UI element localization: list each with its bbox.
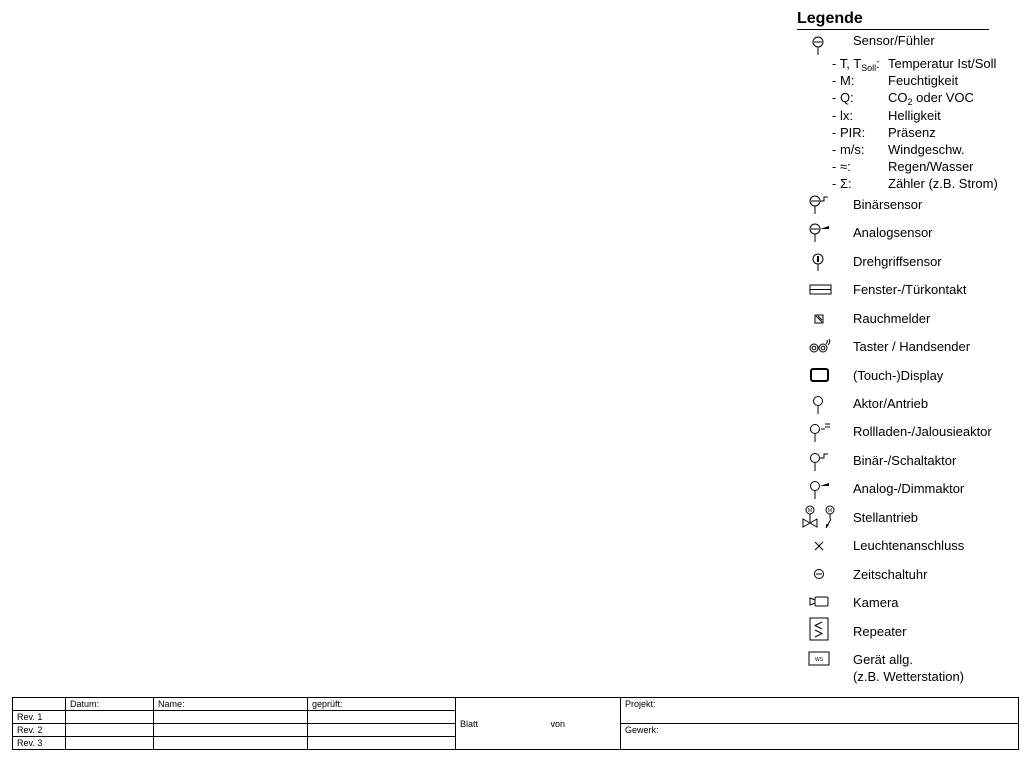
legend-label-repeater: Repeater: [853, 624, 907, 639]
revision-name-field[interactable]: [154, 724, 308, 737]
title-block: [12, 697, 1019, 750]
legend-label-dimmer-actuator: Analog-/Dimmaktor: [853, 481, 965, 496]
legend-label-actuator: Aktor/Antrieb: [853, 396, 929, 411]
shutter-actuator-icon: [806, 420, 832, 444]
sensor-type-key: - Q:: [832, 90, 854, 105]
camera-icon: [806, 591, 832, 615]
sensor-type-key: - M:: [832, 73, 855, 88]
repeater-icon: [806, 617, 832, 641]
legend-label-analog-sensor: Analogsensor: [853, 225, 933, 240]
legend-label-device-general: Gerät allg.: [853, 652, 913, 667]
revision-label: Rev. 2: [13, 724, 66, 737]
legend-label-window-contact: Fenster-/Türkontakt: [853, 282, 967, 297]
legend-label-timer: Zeitschaltuhr: [853, 567, 928, 582]
sensor-type-value: Präsenz: [888, 125, 936, 140]
trade-field[interactable]: Gewerk:: [621, 724, 1019, 750]
legend-label-display: (Touch-)Display: [853, 368, 944, 383]
analog-sensor-icon: [806, 221, 832, 245]
legend-label-camera: Kamera: [853, 595, 899, 610]
timer-icon: [806, 563, 832, 587]
revision-checked-field[interactable]: [308, 737, 456, 750]
sensor-type-value: $CO_2$ oder VOC: [888, 90, 974, 107]
legend-label-rotary-sensor: Drehgriffsensor: [853, 254, 942, 269]
legend-label-device-general-example: (z.B. Wetterstation): [853, 669, 965, 684]
svg-text:WS: WS: [814, 657, 824, 663]
revision-checked-field[interactable]: [308, 711, 456, 724]
revision-checked-field[interactable]: [308, 724, 456, 737]
of-label: von: [550, 718, 566, 729]
binary-sensor-icon: [806, 193, 832, 217]
title-block-header-row: [13, 698, 1019, 711]
analog-dimmer-actuator-icon: [806, 477, 832, 501]
sensor-type-key: - m/s:: [832, 142, 865, 157]
revision-name-field[interactable]: [154, 711, 308, 724]
actuator-icon: [806, 392, 832, 416]
sensor-type-value: Regen/Wasser: [888, 159, 974, 174]
sensor-type-key: - Σ:: [832, 176, 852, 191]
legend-label-valve-drive: Stellantrieb: [853, 510, 919, 525]
rev-header-cell: [13, 698, 66, 711]
date-header: Datum:: [66, 698, 154, 711]
sensor-type-key: - T, $T_{Soll}$:: [832, 56, 880, 73]
legend-label-button-remote: Taster / Handsender: [853, 339, 971, 354]
revision-date-field[interactable]: [66, 737, 154, 750]
legend-label-shutter-actuator: Rollladen-/Jalousieaktor: [853, 424, 992, 439]
sensor-type-value: Helligkeit: [888, 108, 941, 123]
sensor-type-value: Windgeschw.: [888, 142, 965, 157]
svg-text:M: M: [807, 508, 813, 514]
legend-label-binary-sensor: Binärsensor: [853, 197, 923, 212]
window-door-contact-icon: [806, 278, 832, 302]
revision-date-field[interactable]: [66, 711, 154, 724]
button-remote-icon: [806, 335, 832, 359]
touch-display-icon: [806, 363, 832, 387]
svg-text:M: M: [827, 508, 833, 514]
device-general-icon: [806, 648, 832, 672]
revision-label: Rev. 3: [13, 737, 66, 750]
revision-name-field[interactable]: [154, 737, 308, 750]
legend-label-sensor: Sensor/Fühler: [853, 33, 935, 48]
name-header: Name:: [154, 698, 308, 711]
light-connection-icon: [806, 535, 832, 559]
checked-header: geprüft:: [308, 698, 456, 711]
sheet-label: Blatt: [460, 718, 479, 729]
legend-label-light-connection: Leuchtenanschluss: [853, 538, 965, 553]
legend-label-switch-actuator: Binär-/Schaltaktor: [853, 453, 957, 468]
project-field[interactable]: Projekt:: [621, 698, 1019, 724]
sheet-cell: [456, 698, 621, 750]
binary-switch-actuator-icon: [806, 449, 832, 473]
legend-title: Legende: [797, 9, 989, 30]
sensor-type-key: - ≈:: [832, 159, 851, 174]
sensor-type-value: Temperatur Ist/Soll: [888, 56, 997, 71]
revision-date-field[interactable]: [66, 724, 154, 737]
sensor-type-key: - PIR:: [832, 125, 866, 140]
valve-drive-icon: [800, 504, 840, 530]
legend-label-smoke-detector: Rauchmelder: [853, 311, 931, 326]
sensor-type-value: Zähler (z.B. Strom): [888, 176, 998, 191]
rotary-handle-sensor-icon: [806, 249, 832, 273]
sensor-icon: [806, 32, 832, 56]
smoke-detector-icon: [806, 306, 832, 330]
revision-label: Rev. 1: [13, 711, 66, 724]
sensor-type-value: Feuchtigkeit: [888, 73, 959, 88]
sensor-type-key: - lx:: [832, 108, 853, 123]
